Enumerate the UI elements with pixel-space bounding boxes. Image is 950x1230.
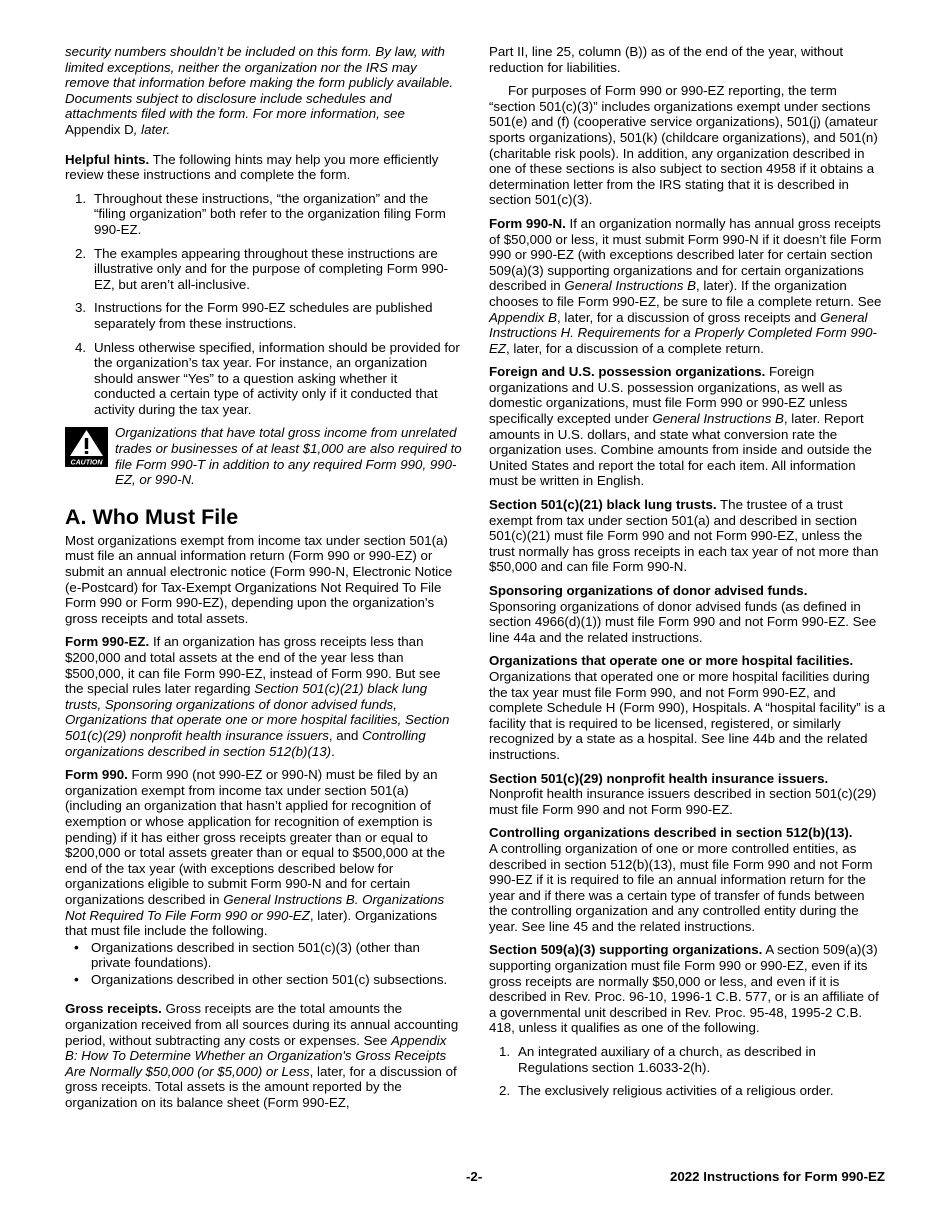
left-column xyxy=(65,44,462,1119)
list-item: 1. Throughout these instructions, “the organization” and the “filing organization” both refer to the organization filing Form 990-EZ. xyxy=(75,190,446,237)
list-item: • Organizations described in other section 501(c) subsections. xyxy=(74,970,448,987)
caution-label: CAUTION xyxy=(70,459,103,467)
page-number: -2- xyxy=(466,1169,483,1184)
hospital-facilities-paragraph: Organizations that operate one or more hospital facilities. Organizations that operated one or more hospital facilities during the tax year must file Form 990, and not Form 990-EZ, and complete Schedule H (Form 990), Hospitals. A “hospital facility” is a facility that is required to be licensed, registered, or similarly recognized by a state as a hospital. See line 44b and the related instructions. xyxy=(489,653,886,762)
controlling-organizations-paragraph: Controlling organizations described in section 512(b)(13). A controlling organization of one or more controlled entities, as described in section 512(b)(13), must file Form 990 and not Form 990-EZ if it is required to file an annual information return for the year and if there was a certain type of transfer of funds between the controlling organization and any controlled entity during the year. See line 45 and the related instructions. xyxy=(489,825,873,934)
hints-list xyxy=(65,191,462,418)
list-item: 1. An integrated auxiliary of a church, as described in Regulations section 1.6033-2(h). xyxy=(499,1044,816,1075)
section-title: A. Who Must File xyxy=(65,504,239,529)
black-lung-trusts-paragraph: Section 501(c)(21) black lung trusts. The trustee of a trust exempt from tax under section 501(a) and described in section 501(c)(21) must file Form 990 and not Form 990-EZ, unless the trust normally has gross receipts in each tax year of not more than $50,000 and can file Form 990-N. xyxy=(489,497,879,575)
form-990-paragraph: Form 990. Form 990 (not 990-EZ or 990-N) must be filed by an organization exempt from income tax under section 501(a) (including an organization that hasn’t applied for recognition of exemption or whose application for recognition of exemption is pending) if it has either gross receipts greater than or equal to $200,000 or total assets greater than or equal to $500,000 at the end of the tax year (with exceptions described below for organizations eligible to submit Form 990-N and for certain organizations described in General Instructions B. Organizations Not Required To File Form 990 or 990-EZ, later). Organizations that must file include the following. xyxy=(65,767,445,939)
supporting-organizations-paragraph: Section 509(a)(3) supporting organizations. A section 509(a)(3) supporting organization must file Form 990 or 990-EZ, even if its gross receipts are normally $50,000 or less, and even if it is described in Rev. Proc. 96-10, 1996-1 C.B. 577, or is an affiliate of a governmental unit described in Rev. Proc. 95-48, 1995-2 C.B. 418, unless it qualifies as one of the following. xyxy=(489,942,879,1036)
who-must-file-paragraph: Most organizations exempt from income tax under section 501(a) must file an annual information return (Form 990 or 990-EZ) or submit an annual electronic notice (Form 990-N, Electronic Notice (e-Postcard) for Tax-Exempt Organizations Not Required To File Form 990 or Form 990-EZ), depending upon the organization's gross receipts and total assets. xyxy=(65,532,453,626)
right-column xyxy=(489,44,886,1107)
continued-paragraph: Part II, line 25, column (B)) as of the end of the year, without reduction for liabilities. xyxy=(489,44,844,75)
health-insurance-issuers-paragraph: Section 501(c)(29) nonprofit health insurance issuers. Nonprofit health insurance issuers described in section 501(c)(29) must file Form 990 and not Form 990-EZ. xyxy=(489,770,877,817)
intro-paragraph: security numbers shouldn’t be included on this form. By law, with limited exceptions, neither the organization nor the IRS may remove that information before making the form publicly available. Documents subject to disclosure include schedules and attachments filed with the form. For more information, see Appendix D, later. xyxy=(65,44,454,137)
footer-title: 2022 Instructions for Form 990-EZ xyxy=(669,1169,885,1184)
supporting-organizations-list xyxy=(489,1044,886,1099)
form-990n-paragraph: Form 990-N. If an organization normally has annual gross receipts of $50,000 or less, it must submit Form 990-N if it doesn’t file Form 990 or 990-EZ (with exceptions described later for certain section 509(a)(3) supporting organizations and for certain organizations described in General Instructions B, later). If the organization chooses to file Form 990-EZ, be sure to file a complete return. See Appendix B, later, for a discussion of gross receipts and General Instructions H. Requirements for a Properly Completed Form 990-EZ, later, for a discussion of a complete return. xyxy=(489,215,882,356)
helpful-hints-paragraph: Helpful hints. The following hints may help you more efficiently review these instructions and complete the form. xyxy=(65,151,439,183)
list-item: • Organizations described in section 501(c)(3) (other than private foundations). xyxy=(74,938,420,971)
purposes-paragraph: For purposes of Form 990 or 990-EZ reporting, the term “section 501(c)(3)” includes organizations exempt under sections 501(e) and (f) (cooperative service organizations), 501(j) (amateur sports organizations), 501(k) (childcare organizations), and 501(n) (charitable risk pools). In addition, any organization described in one of these sections is also subject to section 4958 if it obtains a determination letter from the IRS stating that it is described in section 501(c)(3). xyxy=(489,83,878,208)
donor-advised-funds-paragraph: Sponsoring organizations of donor advised funds. Sponsoring organizations of donor advised funds (as defined in section 4966(d)(1)) must file Form 990 and not Form 990-EZ. See line 44a and the related instructions. xyxy=(489,583,877,645)
list-item: 3. Instructions for the Form 990-EZ schedules are published separately from these instructions. xyxy=(75,300,433,331)
form-990ez-paragraph: Form 990-EZ. If an organization has gross receipts less than $200,000 and total assets at the end of the year less than $500,000, it can file Form 990-EZ, instead of Form 990. But see the special rules later regarding Section 501(c)(21) black lung trusts, Sponsoring organizations of donor advised funds, Organizations that operate one or more hospital facilities, Section 501(c)(29) nonprofit health insurance issuers, and Controlling organizations described in section 512(b)(13). xyxy=(65,634,450,759)
caution-icon xyxy=(65,427,108,467)
list-item: 4. Unless otherwise specified, information should be provided for the organization’s tax year. For instance, an organization should answer “Yes” to a question asking whether it conducted a certain type of activity only if it conducted that activity during the tax year. xyxy=(75,339,460,417)
list-item: 2. The examples appearing throughout these instructions are illustrative only and for the purpose of completing Form 990-EZ, but aren’t all-inclusive. xyxy=(75,245,449,292)
organizations-list xyxy=(65,940,462,988)
caution-note: CAUTION Organizations that have total gross income from unrelated trades or businesses of at least $1,000 are also required to file Form 990-T in addition to any required Form 990, 990-EZ, or 990-N. xyxy=(65,425,462,487)
list-item: 2. The exclusively religious activities of a religious order. xyxy=(499,1083,834,1099)
gross-receipts-paragraph: Gross receipts. Gross receipts are the total amounts the organization received from all sources during its annual accounting period, without subtracting any costs or expenses. See Appendix B: How To Determine Whether an Organization's Gross Receipts Are Normally $50,000 (or $5,000) or Less, later, for a discussion of gross receipts. Total assets is the amount reported by the organization on its balance sheet (Form 990-EZ, xyxy=(65,1001,459,1111)
foreign-organizations-paragraph: Foreign and U.S. possession organizations. Foreign organizations and U.S. possession organizations, as well as domestic organizations, must file Form 990 or 990-EZ unless specifically excepted under General Instructions B, later. Report amounts in U.S. dollars, and state what conversion rate the organization uses. Combine amounts from inside and outside the United States and report the total for each item. All information must be written in English. xyxy=(489,364,872,489)
